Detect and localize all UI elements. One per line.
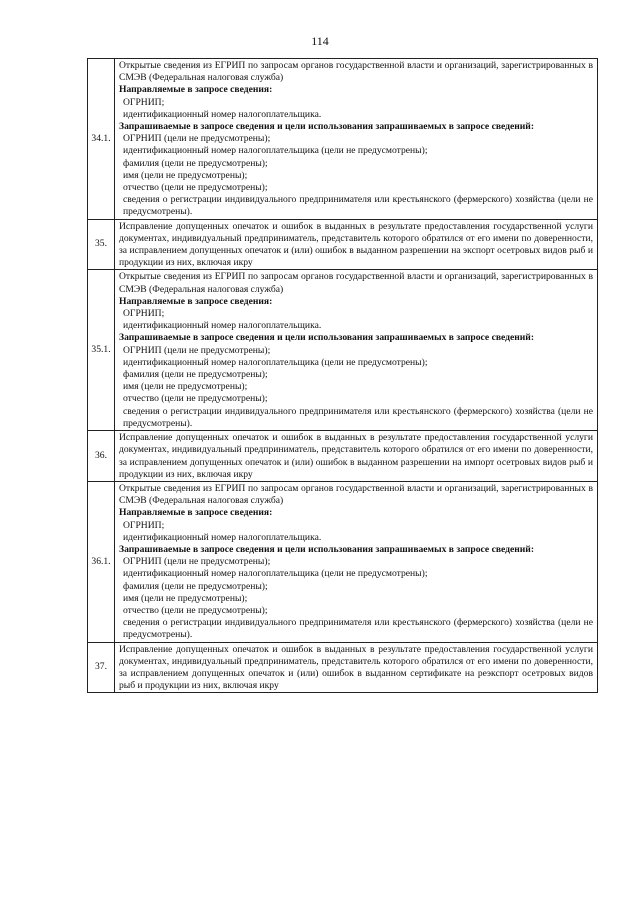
request-intro: Открытые сведения из ЕГРИП по запросам органов государственной власти и организаций, зарегистрированных в СМЭВ (Федеральная налоговая служба) bbox=[119, 60, 593, 84]
row-number: 36. bbox=[88, 431, 115, 482]
table-row bbox=[88, 270, 598, 431]
request-intro: Открытые сведения из ЕГРИП по запросам органов государственной власти и организаций, зарегистрированных в СМЭВ (Федеральная налоговая служба) bbox=[119, 271, 593, 295]
requested-item: имя (цели не предусмотрены); bbox=[123, 169, 248, 181]
requested-item: идентификационный номер налогоплательщика (цели не предусмотрены); bbox=[123, 356, 428, 368]
requested-item-last: сведения о регистрации индивидуального предпринимателя или крестьянского (фермерского) хозяйства (цели не предусмотрены). bbox=[123, 194, 593, 218]
requested-heading: Запрашиваемые в запросе сведения и цели использования запрашиваемых в запросе сведений: bbox=[119, 121, 535, 133]
requested-item: фамилия (цели не предусмотрены); bbox=[123, 369, 268, 381]
table-row bbox=[88, 642, 598, 693]
requested-item: фамилия (цели не предусмотрены); bbox=[123, 580, 268, 592]
sent-heading: Направляемые в запросе сведения: bbox=[119, 507, 273, 519]
row-number: 36.1. bbox=[88, 481, 115, 642]
sent-item: ОГРНИП; bbox=[123, 96, 165, 108]
row-content bbox=[115, 642, 598, 693]
row-content bbox=[115, 270, 598, 431]
requested-item-last: сведения о регистрации индивидуального предпринимателя или крестьянского (фермерского) хозяйства (цели не предусмотрены). bbox=[123, 405, 593, 429]
requested-item: отчество (цели не предусмотрены); bbox=[123, 604, 268, 616]
sent-heading: Направляемые в запросе сведения: bbox=[119, 84, 273, 96]
requested-item: идентификационный номер налогоплательщика (цели не предусмотрены); bbox=[123, 568, 428, 580]
requested-item: ОГРНИП (цели не предусмотрены); bbox=[123, 556, 271, 568]
row-content bbox=[115, 219, 598, 270]
correction-text: Исправление допущенных опечаток и ошибок в выданных в результате предоставления государственной услуги документах, индивидуальный предприниматель, представитель которого обратился от его имени по доверенности, за исправлением допущенных опечаток и (или) ошибок в выданном сертификате на реэкспорт осетровых видов рыб и продукции из них, включая икру bbox=[119, 643, 593, 692]
requested-item: идентификационный номер налогоплательщика (цели не предусмотрены); bbox=[123, 145, 428, 157]
requested-item: ОГРНИП (цели не предусмотрены); bbox=[123, 344, 271, 356]
correction-text: Исправление допущенных опечаток и ошибок в выданных в результате предоставления государственной услуги документах, индивидуальный предприниматель, представитель которого обратился от его имени по доверенности, за исправлением допущенных опечаток и (или) ошибок в выданном разрешении на импорт осетровых видов рыб и продукции из них, включая икру bbox=[119, 432, 593, 480]
table-row bbox=[88, 481, 598, 642]
table-row bbox=[88, 431, 598, 482]
table-row bbox=[88, 219, 598, 270]
requested-item: фамилия (цели не предусмотрены); bbox=[123, 157, 268, 169]
requested-item: имя (цели не предусмотрены); bbox=[123, 381, 248, 393]
sent-item: идентификационный номер налогоплательщика. bbox=[123, 531, 322, 543]
requested-item: ОГРНИП (цели не предусмотрены); bbox=[123, 133, 271, 145]
requested-heading: Запрашиваемые в запросе сведения и цели использования запрашиваемых в запросе сведений: bbox=[119, 332, 535, 344]
table-row bbox=[88, 59, 598, 220]
sent-item: идентификационный номер налогоплательщика. bbox=[123, 320, 322, 332]
row-number: 34.1. bbox=[88, 59, 115, 220]
row-number: 35.1. bbox=[88, 270, 115, 431]
requested-item-last: сведения о регистрации индивидуального предпринимателя или крестьянского (фермерского) хозяйства (цели не предусмотрены). bbox=[123, 617, 593, 641]
services-table bbox=[87, 58, 598, 693]
row-content bbox=[115, 59, 598, 220]
page-number: 114 bbox=[311, 34, 329, 48]
requested-item: отчество (цели не предусмотрены); bbox=[123, 182, 268, 194]
sent-item: ОГРНИП; bbox=[123, 519, 165, 531]
sent-heading: Направляемые в запросе сведения: bbox=[119, 295, 273, 307]
requested-heading: Запрашиваемые в запросе сведения и цели использования запрашиваемых в запросе сведений: bbox=[119, 543, 535, 555]
request-intro: Открытые сведения из ЕГРИП по запросам органов государственной власти и организаций, зарегистрированных в СМЭВ (Федеральная налоговая служба) bbox=[119, 482, 593, 507]
sent-item: ОГРНИП; bbox=[123, 308, 165, 320]
sent-item: идентификационный номер налогоплательщика. bbox=[123, 108, 322, 120]
row-number: 35. bbox=[88, 219, 115, 270]
correction-text: Исправление допущенных опечаток и ошибок в выданных в результате предоставления государственной услуги документах, индивидуальный предприниматель, представитель которого обратился от его имени по доверенности, за исправлением допущенных опечаток и (или) ошибок в выданном разрешении на экспорт осетровых видов рыб и продукции из них, включая икру bbox=[119, 220, 593, 269]
requested-item: имя (цели не предусмотрены); bbox=[123, 592, 248, 604]
requested-item: отчество (цели не предусмотрены); bbox=[123, 393, 268, 405]
row-content bbox=[115, 481, 598, 642]
row-content bbox=[115, 431, 598, 482]
row-number: 37. bbox=[88, 642, 115, 693]
